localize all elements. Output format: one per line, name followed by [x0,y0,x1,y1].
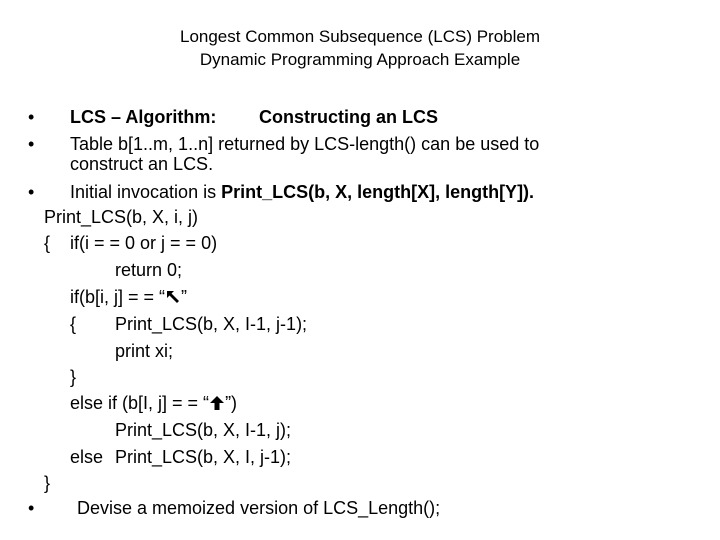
bullet-marker: • [28,182,35,202]
bullet-invocation-text: Initial invocation is [70,182,222,202]
code-line-if-base: if(i = = 0 or j = = 0) [70,233,218,253]
code-line-signature: Print_LCS(b, X, i, j) [44,207,199,227]
code-line-if-diag: if(b[i, j] = = “ ” [70,287,188,307]
bullet-marker: • [28,134,35,154]
code-inner-close-brace: } [70,367,77,387]
bullet-marker: • [28,107,35,127]
code-inner-open-brace: { [70,314,77,334]
bullet-marker: • [28,498,35,518]
bullet-memoize: Devise a memoized version of LCS_Length(); [77,498,441,518]
code-line-recurse-left: Print_LCS(b, X, I, j-1); [115,447,292,467]
code-close-brace: } [44,473,51,493]
slide-title-line2: Dynamic Programming Approach Example [199,50,521,69]
bullet-algorithm-subtitle: Constructing an LCS [259,107,438,127]
slide-title-line1: Longest Common Subsequence (LCS) Problem [179,27,541,46]
code-line-print: print xi; [115,341,174,361]
code-line-recurse-diag: Print_LCS(b, X, I-1, j-1); [115,314,308,334]
up-arrow-icon [209,396,225,410]
code-open-brace: { [44,233,51,253]
code-line-else-keyword: else [70,447,104,467]
code-line-else-if-up: else if (b[I, j] = = “ ”) [70,393,238,413]
code-line-recurse-up: Print_LCS(b, X, I-1, j); [115,420,292,440]
up-left-arrow-icon [165,290,181,304]
bullet-invocation [70,181,534,203]
bullet-invocation-call: Print_LCS(b, X, length[X], length[Y]). [221,182,535,202]
code-line-return: return 0; [115,260,183,280]
bullet-table-text-line1: Table b[1..m, 1..n] returned by LCS-length() can be used to [70,134,540,154]
bullet-table-text-line2: construct an LCS. [70,154,214,174]
bullet-algorithm-label: LCS – Algorithm: [70,107,217,127]
